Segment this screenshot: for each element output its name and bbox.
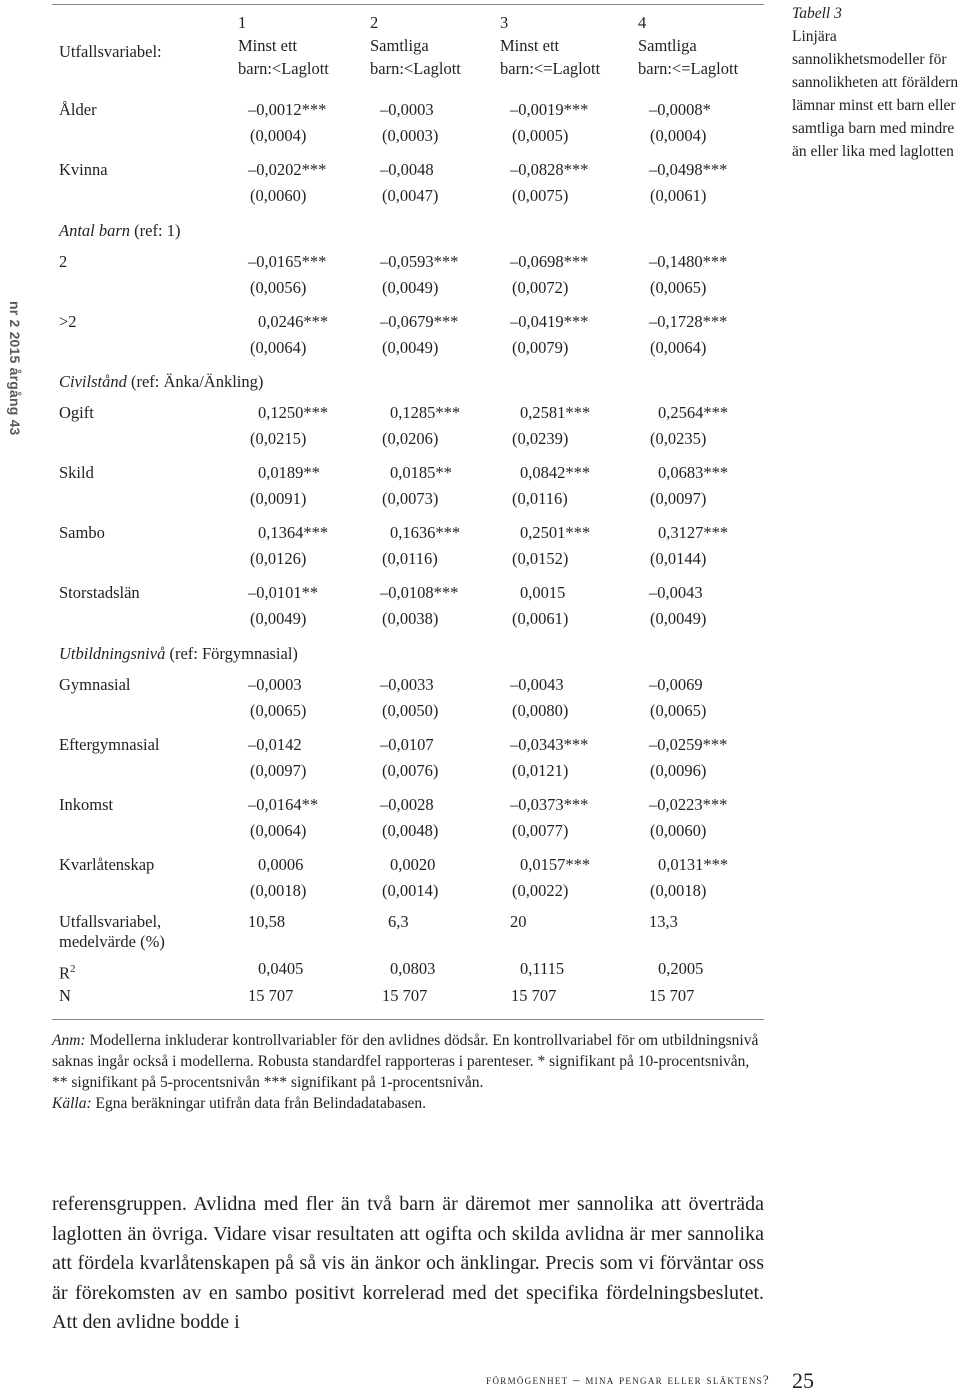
coefficient-cell: –0,0012*** — [248, 100, 327, 119]
coefficient-cell: 0,2564*** — [658, 403, 729, 422]
std-error-cell: (0,0049) — [382, 278, 439, 297]
r2-row-label: $R^2$ — [59, 963, 76, 983]
section-label: Civilstånd (ref: Änka/Änkling) — [59, 372, 264, 391]
std-error-cell: (0,0003) — [382, 126, 439, 145]
coefficient-cell: –0,0223*** — [649, 795, 728, 814]
coefficient-cell: 0,0131*** — [658, 855, 729, 874]
std-error-cell: (0,0215) — [250, 429, 307, 448]
coefficient-cell: 0,0842*** — [520, 463, 591, 482]
std-error-cell: (0,0014) — [382, 881, 439, 900]
std-error-cell: (0,0121) — [512, 761, 569, 780]
coefficient-cell: –0,0003 — [248, 675, 302, 694]
row-label: Kvinna — [59, 160, 108, 179]
std-error-cell: (0,0126) — [250, 549, 307, 568]
table-caption — [792, 2, 960, 163]
row-label: Inkomst — [59, 795, 114, 814]
std-error-cell: (0,0235) — [650, 429, 707, 448]
coefficient-cell: –0,0107 — [380, 735, 434, 754]
std-error-cell: (0,0065) — [250, 701, 307, 720]
coefficient-cell: –0,0164** — [248, 795, 319, 814]
coefficient-cell: –0,0828*** — [510, 160, 589, 179]
coefficient-cell: –0,0593*** — [380, 252, 459, 271]
table-note — [52, 1030, 764, 1114]
coefficient-cell: 0,1364*** — [258, 523, 329, 542]
header-row-label: Utfallsvariabel: — [59, 42, 162, 61]
std-error-cell: (0,0050) — [382, 701, 439, 720]
std-error-cell: (0,0048) — [382, 821, 439, 840]
caption-title: Tabell 3 — [792, 5, 842, 22]
coefficient-cell: 0,1285*** — [390, 403, 461, 422]
std-error-cell: (0,0049) — [382, 338, 439, 357]
std-error-cell: (0,0004) — [650, 126, 707, 145]
coefficient-cell: 0,1636*** — [390, 523, 461, 542]
running-footer: förmögenhet – mina pengar eller släktens? — [486, 1372, 770, 1387]
row-label: Gymnasial — [59, 675, 131, 694]
std-error-cell: (0,0239) — [512, 429, 569, 448]
coefficient-cell: –0,0003 — [380, 100, 434, 119]
std-error-cell: (0,0005) — [512, 126, 569, 145]
header-col-3: 3 Minst ett barn:<=Laglott — [500, 13, 601, 78]
std-error-cell: (0,0061) — [650, 186, 707, 205]
header-col-1: 1 Minst ett barn:<Laglott — [238, 13, 329, 78]
coefficient-cell: 0,0020 — [390, 855, 436, 874]
std-error-cell: (0,0049) — [650, 609, 707, 628]
std-error-cell: (0,0064) — [250, 821, 307, 840]
std-error-cell: (0,0072) — [512, 278, 569, 297]
std-error-cell: (0,0018) — [250, 881, 307, 900]
row-label: Kvarlåtenskap — [59, 855, 155, 874]
n-row-label: N — [59, 986, 71, 1005]
mean-value: 13,3 — [649, 912, 678, 931]
row-label: Storstadslän — [59, 583, 140, 602]
std-error-cell: (0,0080) — [512, 701, 569, 720]
row-label: Sambo — [59, 523, 105, 542]
mean-value: 20 — [510, 912, 527, 931]
std-error-cell: (0,0022) — [512, 881, 569, 900]
r2-value: 0,2005 — [658, 959, 704, 978]
anm-note: Anm: Modellerna inkluderar kontrollvariabler för den avlidnes dödsår. En kontrollvariabel för om utbildningsnivå saknas ingår också i modellerna. Robusta standardfel rapporteras i parenteser. * signifikant på 10-procentsnivån, ** signifikant på 5-procentsnivån *** signifikant på 1-procentsnivån. — [52, 1032, 759, 1091]
coefficient-cell: –0,0043 — [649, 583, 703, 602]
section-label: Utbildningsnivå (ref: Förgymnasial) — [59, 644, 298, 663]
std-error-cell: (0,0075) — [512, 186, 569, 205]
std-error-cell: (0,0049) — [250, 609, 307, 628]
std-error-cell: (0,0065) — [650, 701, 707, 720]
std-error-cell: (0,0144) — [650, 549, 707, 568]
coefficient-cell: 0,0185** — [390, 463, 452, 482]
header-col-2: 2 Samtliga barn:<Laglott — [370, 13, 461, 78]
std-error-cell: (0,0060) — [250, 186, 307, 205]
coefficient-cell: –0,0101** — [248, 583, 319, 602]
coefficient-cell: 0,0006 — [258, 855, 304, 874]
row-label: Ogift — [59, 403, 94, 422]
coefficient-cell: –0,0373*** — [510, 795, 589, 814]
coefficient-cell: 0,0157*** — [520, 855, 591, 874]
std-error-cell: (0,0097) — [250, 761, 307, 780]
caption-text: Linjära sannolikhetsmodeller för sannolikheten att föräldern lämnar minst ett barn eller samtliga barn med mindre än eller lika med laglotten — [792, 28, 959, 160]
coefficient-cell: 0,0189** — [258, 463, 320, 482]
r2-value: 0,1115 — [520, 959, 565, 978]
source-note: Källa: Egna beräkningar utifrån data från Belindadatabasen. — [52, 1095, 427, 1112]
row-label: Eftergymnasial — [59, 735, 160, 754]
coefficient-cell: –0,1480*** — [649, 252, 728, 271]
coefficient-cell: –0,0043 — [510, 675, 564, 694]
coefficient-cell: –0,0019*** — [510, 100, 589, 119]
coefficient-cell: –0,0108*** — [380, 583, 459, 602]
coefficient-cell: –0,0202*** — [248, 160, 327, 179]
std-error-cell: (0,0116) — [382, 549, 438, 568]
std-error-cell: (0,0073) — [382, 489, 439, 508]
row-label: Skild — [59, 463, 94, 482]
coefficient-cell: –0,1728*** — [649, 312, 728, 331]
coefficient-cell: –0,0069 — [649, 675, 703, 694]
std-error-cell: (0,0064) — [250, 338, 307, 357]
n-value: 15 707 — [511, 986, 557, 1005]
body-paragraph: referensgruppen. Avlidna med fler än två barn är däremot mer sannolika att överträda laglotten än övriga. Vidare visar resultaten att ogifta och skilda avlidna är mer sannolika att fördela kvarlåtenskapen på så vis än änkor och änklingar. Precis som vi förväntar oss är förekomsten av en sambo positivt korrelerad med det specifika fördelningsbeslutet. Att den avlidne bodde i — [52, 1193, 764, 1334]
coefficient-cell: –0,0033 — [380, 675, 434, 694]
std-error-cell: (0,0064) — [650, 338, 707, 357]
coefficient-cell: –0,0698*** — [510, 252, 589, 271]
regression-table — [52, 4, 764, 1020]
n-value: 15 707 — [382, 986, 428, 1005]
coefficient-cell: 0,1250*** — [258, 403, 329, 422]
coefficient-cell: –0,0008* — [649, 100, 711, 119]
coefficient-cell: 0,2501*** — [520, 523, 591, 542]
section-label: Antal barn (ref: 1) — [59, 221, 181, 240]
coefficient-cell: –0,0343*** — [510, 735, 589, 754]
coefficient-cell: –0,0142 — [248, 735, 302, 754]
journal-issue-label: nr 2 2015 årgång 43 — [7, 301, 23, 436]
mean-value: 6,3 — [388, 912, 409, 931]
std-error-cell: (0,0097) — [650, 489, 707, 508]
row-label: >2 — [59, 312, 77, 331]
coefficient-cell: 0,0246*** — [258, 312, 329, 331]
coefficient-cell: –0,0498*** — [649, 160, 728, 179]
coefficient-cell: –0,0028 — [380, 795, 434, 814]
header-col-4: 4 Samtliga barn:<=Laglott — [638, 13, 739, 78]
std-error-cell: (0,0152) — [512, 549, 569, 568]
std-error-cell: (0,0076) — [382, 761, 439, 780]
coefficient-cell: 0,2581*** — [520, 403, 591, 422]
n-value: 15 707 — [649, 986, 695, 1005]
coefficient-cell: 0,0683*** — [658, 463, 729, 482]
r2-value: 0,0405 — [258, 959, 304, 978]
std-error-cell: (0,0056) — [250, 278, 307, 297]
coefficient-cell: –0,0259*** — [649, 735, 728, 754]
row-label: 2 — [59, 252, 68, 271]
coefficient-cell: –0,0048 — [380, 160, 434, 179]
std-error-cell: (0,0018) — [650, 881, 707, 900]
std-error-cell: (0,0038) — [382, 609, 439, 628]
coefficient-cell: 0,0015 — [520, 583, 566, 602]
std-error-cell: (0,0060) — [650, 821, 707, 840]
std-error-cell: (0,0004) — [250, 126, 307, 145]
coefficient-cell: 0,3127*** — [658, 523, 729, 542]
std-error-cell: (0,0116) — [512, 489, 568, 508]
row-label: Ålder — [59, 100, 97, 119]
std-error-cell: (0,0096) — [650, 761, 707, 780]
std-error-cell: (0,0047) — [382, 186, 439, 205]
mean-value: 10,58 — [248, 912, 286, 931]
r2-value: 0,0803 — [390, 959, 436, 978]
std-error-cell: (0,0065) — [650, 278, 707, 297]
std-error-cell: (0,0079) — [512, 338, 569, 357]
std-error-cell: (0,0061) — [512, 609, 569, 628]
coefficient-cell: –0,0165*** — [248, 252, 327, 271]
mean-row-label: Utfallsvariabel, medelvärde (%) — [59, 912, 165, 951]
coefficient-cell: –0,0419*** — [510, 312, 589, 331]
coefficient-cell: –0,0679*** — [380, 312, 459, 331]
std-error-cell: (0,0077) — [512, 821, 569, 840]
page-number: 25 — [792, 1368, 814, 1393]
n-value: 15 707 — [248, 986, 294, 1005]
std-error-cell: (0,0206) — [382, 429, 439, 448]
std-error-cell: (0,0091) — [250, 489, 307, 508]
